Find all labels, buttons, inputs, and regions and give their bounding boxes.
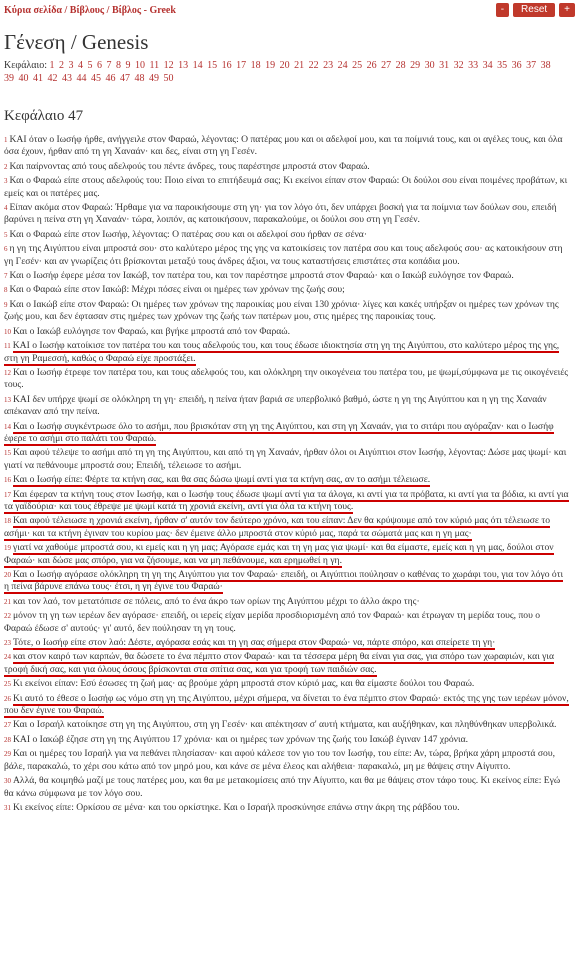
breadcrumb-separator: / xyxy=(106,5,112,16)
verse xyxy=(4,637,570,649)
verse xyxy=(4,421,570,446)
verse-number: 31 xyxy=(4,803,11,812)
chapter-link[interactable]: 49 xyxy=(149,73,159,84)
verse-text: και τον λαό, τον μετατόπισε σε πόλεις, από το ένα άκρο των ορίων της Αιγύπτου μέχρι το άλλο άκρο της· xyxy=(13,595,420,607)
chapter-link[interactable]: 22 xyxy=(308,60,319,71)
verse xyxy=(4,651,570,676)
verse-text: μόνον τη γη των ιερέων δεν αγόρασε· επειδή, οι ιερείς είχαν μερίδα προσδιορισμένη από τον Φαραώ· και έτρωγαν τη μερίδα τους, που ο Φαραώ έδωσε σ' αυτούς· γι' αυτό, δεν πούλησαν τη γη τους. xyxy=(4,610,541,634)
verse-number: 10 xyxy=(4,327,11,336)
chapter-nav-label: Κεφάλαιο: xyxy=(4,60,47,71)
verse-text: Τότε, ο Ιωσήφ είπε στον λαό: Δέστε, αγόρασα εσάς και τη γη σας σήμερα στον Φαραώ· να, πάρτε σπόρο, και σπείρετε τη γη· xyxy=(13,637,496,649)
verse-number: 6 xyxy=(4,245,8,254)
verse-text: ΚΑΙ ο Ιακώβ έζησε στη γη της Αιγύπτου 17 χρόνια· και οι ημέρες των χρόνων της ζωής του Ιακώβ έγιναν 147 χρόνια. xyxy=(13,733,468,745)
verse-number: 29 xyxy=(4,750,11,759)
verse-text: Αλλά, θα κοιμηθώ μαζί με τους πατέρες μου, και θα με μετακομίσεις από την Αίγυπτο, και θα με θάψεις στον τάφο τους. Κι εκείνος είπε: Εγώ θα κάνω σύμφωνα με τον λόγο σου. xyxy=(4,775,561,799)
verse-text: Και οι ημέρες του Ισραήλ για να πεθάνει πλησίασαν· και αφού κάλεσε τον γιο του τον Ιωσήφ, του είπε: Αν, τώρα, βρήκα χάρη μπροστά σου, βάλε, παρακαλώ, το χέρι σου κάτω από τον μηρό μου, και κάνε σε μένα έλεος και αλήθεια· παρακαλώ, μη με θάψεις στην Αίγυπτο. xyxy=(4,748,555,772)
verse-number: 30 xyxy=(4,777,11,786)
verse-number: 23 xyxy=(4,639,11,648)
chapter-link[interactable]: 34 xyxy=(482,60,493,71)
chapter-link[interactable]: 41 xyxy=(33,73,43,84)
chapter-link[interactable]: 15 xyxy=(207,60,218,71)
chapter-link[interactable]: 47 xyxy=(120,73,130,84)
verse-number: 27 xyxy=(4,721,11,730)
chapter-link[interactable]: 7 xyxy=(106,60,112,71)
verse xyxy=(4,394,570,419)
chapter-link[interactable]: 39 xyxy=(4,73,14,84)
chapter-link[interactable]: 33 xyxy=(468,60,479,71)
verse-number: 25 xyxy=(4,680,11,689)
verse-number: 8 xyxy=(4,286,8,295)
verse-number: 20 xyxy=(4,571,11,579)
chapter-link[interactable]: 12 xyxy=(163,60,174,71)
chapter-link[interactable]: 28 xyxy=(395,60,406,71)
chapter-link[interactable]: 3 xyxy=(68,60,74,71)
chapter-link[interactable]: 11 xyxy=(149,60,160,71)
chapter-link[interactable]: 2 xyxy=(59,60,64,71)
chapter-link[interactable]: 1 xyxy=(49,60,55,71)
chapter-link[interactable]: 21 xyxy=(294,60,305,71)
verse-text: Και ο Ιακώβ είπε στον Φαραώ: Οι ημέρες των χρόνων της παροικίας μου είναι 130 χρόνια· λίγες και κακές υπήρξαν οι ημέρες των χρόνων της ζωής μου, και δεν έφτασαν στις ημέρες των χρόνων της ζωής των πατέρων μου, στις ημέρες της παροικίας τους. xyxy=(4,298,559,323)
verse-number: 24 xyxy=(4,653,11,662)
verse-number: 3 xyxy=(4,177,8,186)
verse-text: Κι εκείνος είπε: Ορκίσου σε μένα· και του ορκίστηκε. Και ο Ισραήλ προσκύνησε επάνω στην άκρη της ράβδου του. xyxy=(13,801,460,813)
verse-number: 13 xyxy=(4,395,11,404)
verse xyxy=(4,515,570,540)
verse xyxy=(4,340,570,365)
verse-number: 19 xyxy=(4,544,11,553)
chapter-link[interactable]: 13 xyxy=(178,60,189,71)
verse xyxy=(4,299,570,324)
verse-text: Και ο Φαραώ είπε στους αδελφούς του: Ποιο είναι το επιτήδευμά σας; Κι εκείνοι είπαν στον Φαραώ: Οι δούλοι σου είναι ποιμένες προβάτων, κι εμείς και οι πατέρες μας. xyxy=(4,175,568,199)
verse xyxy=(4,243,570,268)
chapter-link[interactable]: 18 xyxy=(250,60,261,71)
chapter-link[interactable]: 45 xyxy=(91,73,101,84)
chapter-link[interactable]: 35 xyxy=(497,60,508,71)
breadcrumb-books[interactable]: Βίβλους xyxy=(69,5,105,16)
chapter-heading: Κεφάλαιο 47 xyxy=(4,108,84,124)
verse xyxy=(4,474,570,486)
verse-number: 28 xyxy=(4,735,11,744)
verse xyxy=(4,229,570,241)
verse-number: 5 xyxy=(4,230,8,239)
chapter-link[interactable]: 48 xyxy=(134,73,145,84)
verse-text: Και ο Ιακώβ ευλόγησε τον Φαραώ, και βγήκε μπροστά από τον Φαραώ. xyxy=(13,325,290,337)
chapter-link[interactable]: 19 xyxy=(265,60,276,71)
chapter-link[interactable]: 8 xyxy=(116,60,121,71)
verse-number: 17 xyxy=(4,490,11,499)
verse-number: 16 xyxy=(4,476,11,485)
chapter-link[interactable]: 43 xyxy=(62,73,72,84)
chapter-link[interactable]: 9 xyxy=(125,60,131,71)
chapter-link[interactable]: 42 xyxy=(47,73,58,84)
verse xyxy=(4,270,570,282)
verse-text: Και ο Ιωσήφ αγόρασε ολόκληρη τη γη της Αιγύπτου για τον Φαραώ· επειδή, οι Αιγύπτιοι πούλησαν ο καθένας το χωράφι του, για τον λόγο ότι η πείνα βάρυνε επάνω τους· έτσι, η γη έγινε του Φαραώ· xyxy=(4,569,564,593)
chapter-link[interactable]: 23 xyxy=(323,60,334,71)
verse-text: Κι αυτό το έθεσε ο Ιωσήφ ως νόμο στη γη της Αιγύπτου, μέχρι σήμερα, να δίνεται το ένα πέμπτο στον Φαραώ· εκτός της γης των ιερέων μόνον, που δεν έγινε του Φαραώ. xyxy=(4,692,569,717)
verse xyxy=(4,542,570,567)
chapter-link[interactable]: 44 xyxy=(76,73,87,84)
verse-number: 11 xyxy=(4,342,11,351)
verse xyxy=(4,447,570,472)
verse-text: Και ο Ιωσήφ έφερε μέσα τον Ιακώβ, τον πατέρα του, και τον παρέστησε μπροστά στον Φαραώ· και ο Ιακώβ ευλόγησε τον Φαραώ. xyxy=(9,270,514,282)
verse-number: 21 xyxy=(4,597,11,606)
chapter-link[interactable]: 30 xyxy=(424,60,435,71)
verse xyxy=(4,775,570,800)
verse xyxy=(4,284,570,296)
top-bar xyxy=(4,3,575,19)
verse-text: και στον καιρό των καρπών, θα δώσετε το ένα πέμπτο στον Φαραώ· και τα τέσσερα μέρη θα είναι για σας, για σπόρο των χωραφιών, και για τροφή δική σας, και για όλους όσους βρίσκονται στα σπίτια σας, και για τροφή των παιδιών σας. xyxy=(4,651,555,675)
page-title: Γένεση / Genesis xyxy=(4,30,149,54)
chapter-link[interactable]: 26 xyxy=(366,60,377,71)
verse-number: 9 xyxy=(4,300,8,309)
increase-font-button[interactable]: + xyxy=(559,3,575,17)
chapter-link[interactable]: 50 xyxy=(163,73,174,84)
verse-text: Και ο Ιωσήφ είπε: Φέρτε τα κτήνη σας, και θα σας δώσω ψωμί αντί για τα κτήνη σας, αν το ασήμι τέλειωσε. xyxy=(13,474,431,486)
chapter-link[interactable]: 14 xyxy=(192,60,203,71)
verse-list xyxy=(4,134,570,816)
verse-number: 22 xyxy=(4,612,11,621)
verse-text: Και ο Φαραώ είπε στον Ιωσήφ, λέγοντας: Ο πατέρας σου και οι αδελφοί σου ήρθαν σε σένα· xyxy=(9,228,368,240)
chapter-link[interactable]: 27 xyxy=(381,60,392,71)
verse-text: Και ο Ιωσήφ συγκέντρωσε όλο το ασήμι, που βρισκόταν στη γη της Αιγύπτου, και στη γη Χαναάν, για το σιτάρι που αγόραζαν· και ο Ιωσήφ έφερε το ασήμι στο παλάτι του Φαραώ. xyxy=(4,420,554,444)
verse-text: Και ο Ισραήλ κατοίκησε στη γη της Αιγύπτου, στη γη Γεσέν· και απέκτησαν σ' αυτή κτήματα, και αυξήθηκαν, και πληθύνθηκαν υπερβολικά. xyxy=(13,719,557,731)
chapter-link[interactable]: 25 xyxy=(352,60,363,71)
verse-number: 15 xyxy=(4,449,11,458)
verse xyxy=(4,367,570,392)
verse-number: 1 xyxy=(4,136,8,144)
chapter-link[interactable]: 4 xyxy=(78,60,83,71)
verse xyxy=(4,175,570,200)
verse-text: ΚΑΙ όταν ο Ιωσήφ ήρθε, ανήγγειλε στον Φαραώ, λέγοντας: Ο πατέρας μου και οι αδελφοί μου, και τα ποίμνιά τους, και οι αγέλες τους, και όλα όσα έχουν, ήρθαν από τη γη Χαναάν· και δες, είναι στη γη Γεσέν. xyxy=(4,134,563,158)
verse-number: 26 xyxy=(4,694,11,703)
breadcrumb-home[interactable]: Κύρια σελίδα xyxy=(4,5,62,16)
chapter-link[interactable]: 36 xyxy=(511,60,522,71)
verse-number: 2 xyxy=(4,162,8,171)
chapter-link[interactable]: 10 xyxy=(135,60,145,71)
verse-text: ΚΑΙ δεν υπήρχε ψωμί σε ολόκληρη τη γη· επειδή, η πείνα ήταν βαριά σε υπερβολικό βαθμό, ώστε η γη της Αιγύπτου και η γη της Χαναάν απέκαναν από την πείνα. xyxy=(4,393,547,418)
verse xyxy=(4,596,570,608)
chapter-link[interactable]: 31 xyxy=(439,60,450,71)
verse-number: 12 xyxy=(4,368,11,377)
chapter-link[interactable]: 40 xyxy=(18,73,29,84)
verse-text: ΚΑΙ ο Ιωσήφ κατοίκισε τον πατέρα του και τους αδελφούς του, και τους έδωσε ιδιοκτησία στη γη της Αιγύπτου, στο καλύτερο μέρος της γης, στη γη Ραμεσσή, καθώς ο Φαραώ είχε προστάξει. xyxy=(4,340,560,364)
verse xyxy=(4,161,570,173)
verse-text: Και παίρνοντας από τους αδελφούς του πέντε άνδρες, τους παρέστησε μπροστά στον Φαραώ. xyxy=(9,160,370,172)
verse-number: 14 xyxy=(4,422,11,431)
verse-text: Κι εκείνοι είπαν: Εσύ έσωσες τη ζωή μας· ας βρούμε χάρη μπροστά στον κύριό μας, και θα είμαστε δούλοι του Φαραώ. xyxy=(13,678,475,690)
verse-text: γιατί να χαθούμε μπροστά σου, κι εμείς και η γη μας; Αγόρασε εμάς και τη γη μας για ψωμί· και θα είμαστε, εμείς και η γη μας, δούλοι στον Φαραώ· και δώσε μας σπόρο, για να ζήσουμε, και να μη πεθάνουμε, και ερημωθεί η γη. xyxy=(4,542,554,566)
breadcrumb xyxy=(4,5,176,16)
chapter-link[interactable]: 37 xyxy=(526,60,537,71)
verse-text: Και ο Φαραώ είπε στον Ιακώβ: Μέχρι πόσες είναι οι ημέρες των χρόνων της ζωής σου; xyxy=(9,284,345,296)
verse xyxy=(4,326,570,338)
chapter-navigation xyxy=(4,59,564,85)
verse-text: Είπαν ακόμα στον Φαραώ: Ήρθαμε για να παροικήσουμε στη γη· για τον λόγο ότι, δεν υπάρχει βοσκή για τα ποίμνια των δούλων σου, επειδή βαρύνει η πείνα στη γη Χαναάν· τώρα, λοιπόν, ας κατοικήσουν, παρακαλούμε, οι δούλοι σου στη γη Γεσέν. xyxy=(4,202,557,226)
verse-text: Και έφεραν τα κτήνη τους στον Ιωσήφ, και ο Ιωσήφ τους έδωσε ψωμί αντί για τα άλογα, κι αντί για τα πρόβατα, κι αντί για τα βόδια, κι αντί για τα γαϊδούρια· και τους έθρεψε με ψωμί κατά τη χρονιά εκείνη, αντί για όλα τα κτήνη τους. xyxy=(4,488,569,512)
chapter-link[interactable]: 46 xyxy=(105,73,116,84)
chapter-link[interactable]: 38 xyxy=(540,60,551,71)
verse xyxy=(4,610,570,635)
verse xyxy=(4,678,570,690)
verse xyxy=(4,719,570,731)
verse xyxy=(4,202,570,227)
verse-number: 18 xyxy=(4,517,11,526)
chapter-link[interactable]: 32 xyxy=(453,60,464,71)
chapter-link[interactable]: 29 xyxy=(410,60,421,71)
verse-text: Και αφού τέλειωσε η χρονιά εκείνη, ήρθαν σ' αυτόν τον δεύτερο χρόνο, και του είπαν: Δεν θα κρύψουμε από τον κύριό μας ότι τέλειωσε το ασήμι· και τα κτήνη έγιναν του κυρίου μας· δεν έμεινε άλλο μπροστά στον κύριό μας, παρά τα σώματά μας και η γη μας· xyxy=(4,515,550,539)
verse xyxy=(4,134,570,159)
chapter-link[interactable]: 16 xyxy=(221,60,232,71)
breadcrumb-greek-bible[interactable]: Βίβλος - Greek xyxy=(111,5,176,16)
chapter-link[interactable]: 24 xyxy=(337,60,348,71)
verse-text: Και ο Ιωσήφ έτρεφε τον πατέρα του, και τους αδελφούς του, και ολόκληρη την οικογένεια του πατέρα του, με ψωμί,σύμφωνα με τις οικογένειές τους. xyxy=(4,366,569,391)
verse xyxy=(4,569,570,594)
verse-number: 4 xyxy=(4,204,8,213)
chapter-link[interactable]: 17 xyxy=(236,60,247,71)
verse xyxy=(4,693,570,718)
verse-number: 7 xyxy=(4,272,8,281)
chapter-link[interactable]: 5 xyxy=(87,60,93,71)
chapter-link[interactable]: 20 xyxy=(279,60,290,71)
font-size-controls xyxy=(496,3,575,17)
chapter-link[interactable]: 6 xyxy=(97,60,102,71)
verse xyxy=(4,748,570,773)
verse-text: Και αφού τέλεψε το ασήμι από τη γη της Αιγύπτου, και από τη γη Χαναάν, ήρθαν όλοι οι Αιγύπτιοι στον Ιωσήφ, λέγοντας: Δώσε μας ψωμί· και γιατί να πεθάνουμε μπροστά σου; Επειδή, τέλειωσε το ασήμι. xyxy=(4,447,567,471)
verse xyxy=(4,802,570,814)
verse xyxy=(4,734,570,746)
decrease-font-button[interactable]: - xyxy=(496,3,509,17)
verse xyxy=(4,489,570,514)
breadcrumb-separator: / xyxy=(64,5,70,16)
reset-font-button[interactable]: Reset xyxy=(513,3,555,17)
verse-text: η γη της Αιγύπτου είναι μπροστά σου· στο καλύτερο μέρος της γης να κατοικίσεις τον πατέρα σου και τους αδελφούς σου· ας κατοικήσουν στη γη Γεσέν· και αν γνωρίζεις ότι βρίσκονται μεταξύ τους άνδρες άξιοι, να τους καταστήσεις επιστάτες στα κοπάδια μου. xyxy=(4,243,563,267)
